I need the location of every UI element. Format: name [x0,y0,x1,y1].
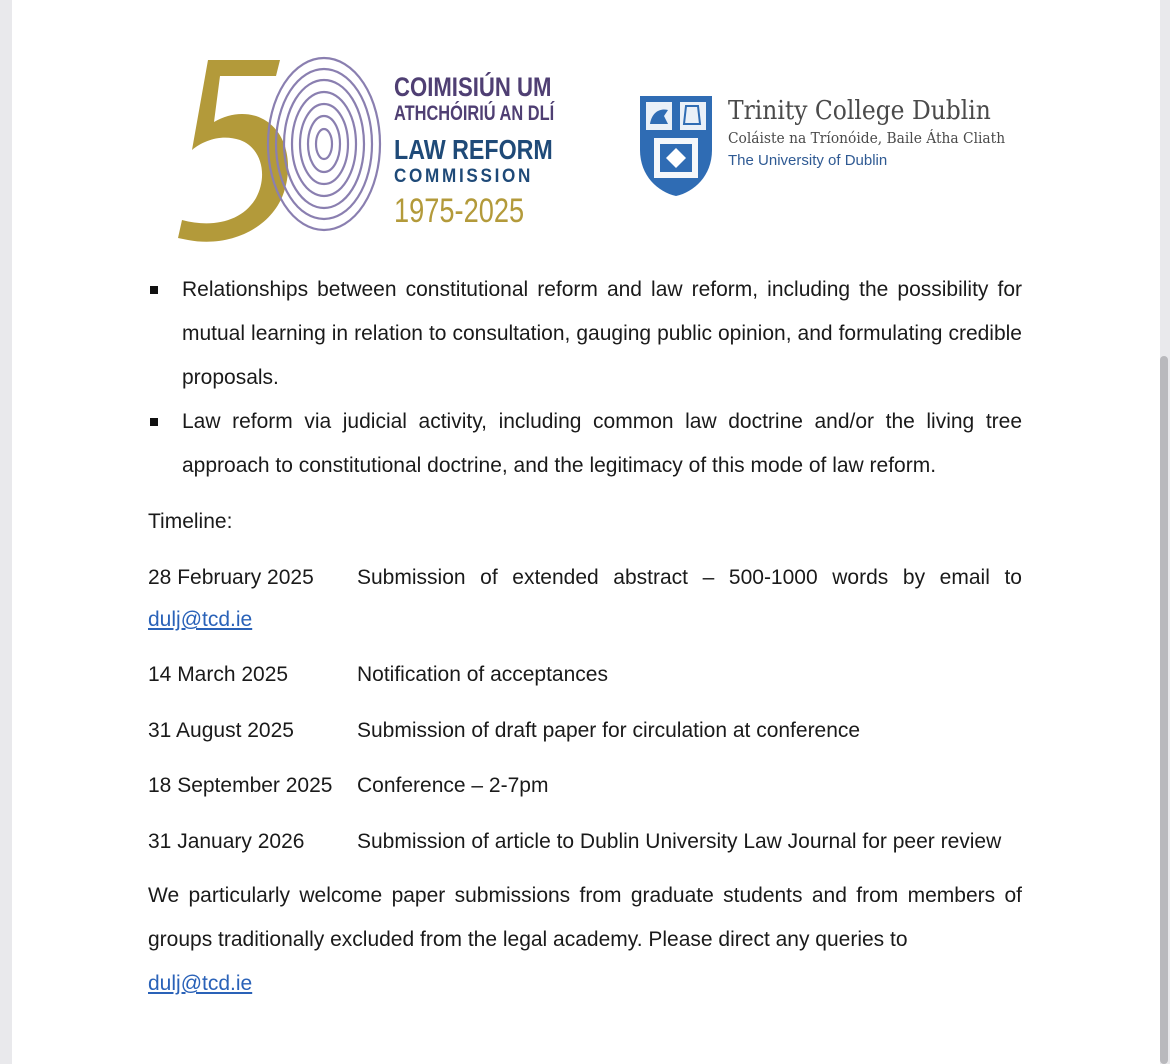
timeline-description: Submission of draft paper for circulation at conference [357,719,861,742]
tcd-crest-icon [638,94,714,198]
fifty-emblem [158,52,398,248]
topic-bullet-list [148,268,1022,488]
lrc-years: 1975-2025 [394,192,525,230]
tcd-university: The University of Dublin [728,152,888,169]
timeline-date: 28 February 2025 [148,566,314,589]
lrc-irish-title-line2: ATHCHÓIRIÚ AN DLÍ [394,102,555,125]
closing-paragraph [148,874,1022,1006]
lrc-english-title-line2: COMMISSION [394,166,534,187]
tcd-irish-name: Coláiste na Tríonóide, Baile Átha Cliath [728,129,1006,147]
document-page [12,0,1160,1064]
timeline-date: 14 March 2025 [148,663,289,686]
timeline-date: 31 August 2025 [148,719,294,742]
law-reform-commission-logo [158,52,578,248]
lrc-english-title-line1: LAW REFORM [394,134,553,165]
timeline-description: Submission of article to Dublin University Law Journal for peer review [357,830,1002,853]
tcd-name: Trinity College Dublin [728,96,991,126]
bullet-item: Law reform via judicial activity, including common law doctrine and/or the living tree approach to constitutional doctrine, and the legitimacy of this mode of law reform. [148,400,1022,488]
timeline-heading: Timeline: [148,510,233,533]
trinity-college-dublin-logo [638,94,1018,204]
timeline-date: 31 January 2026 [148,830,305,853]
timeline-date: 18 September 2025 [148,774,333,797]
vertical-scrollbar[interactable] [1160,356,1168,1064]
timeline-description: Notification of acceptances [357,663,608,686]
bullet-item: Relationships between constitutional reform and law reform, including the possibility for mutual learning in relation to consultation, gauging public opinion, and formulating credible proposals. [148,268,1022,400]
closing-text: We particularly welcome paper submissions from graduate students and from members of groups traditionally excluded from the legal academy. Please direct any queries to [148,884,1022,951]
timeline-description: Submission of extended abstract – 500-1000 words by email to [357,566,1022,589]
lrc-irish-title-line1: COIMISIÚN UM [394,72,552,102]
timeline-row-continuation [148,598,1022,642]
email-link[interactable]: dulj@tcd.ie [148,608,253,631]
email-link[interactable]: dulj@tcd.ie [148,972,253,995]
timeline-description: Conference – 2-7pm [357,774,549,797]
